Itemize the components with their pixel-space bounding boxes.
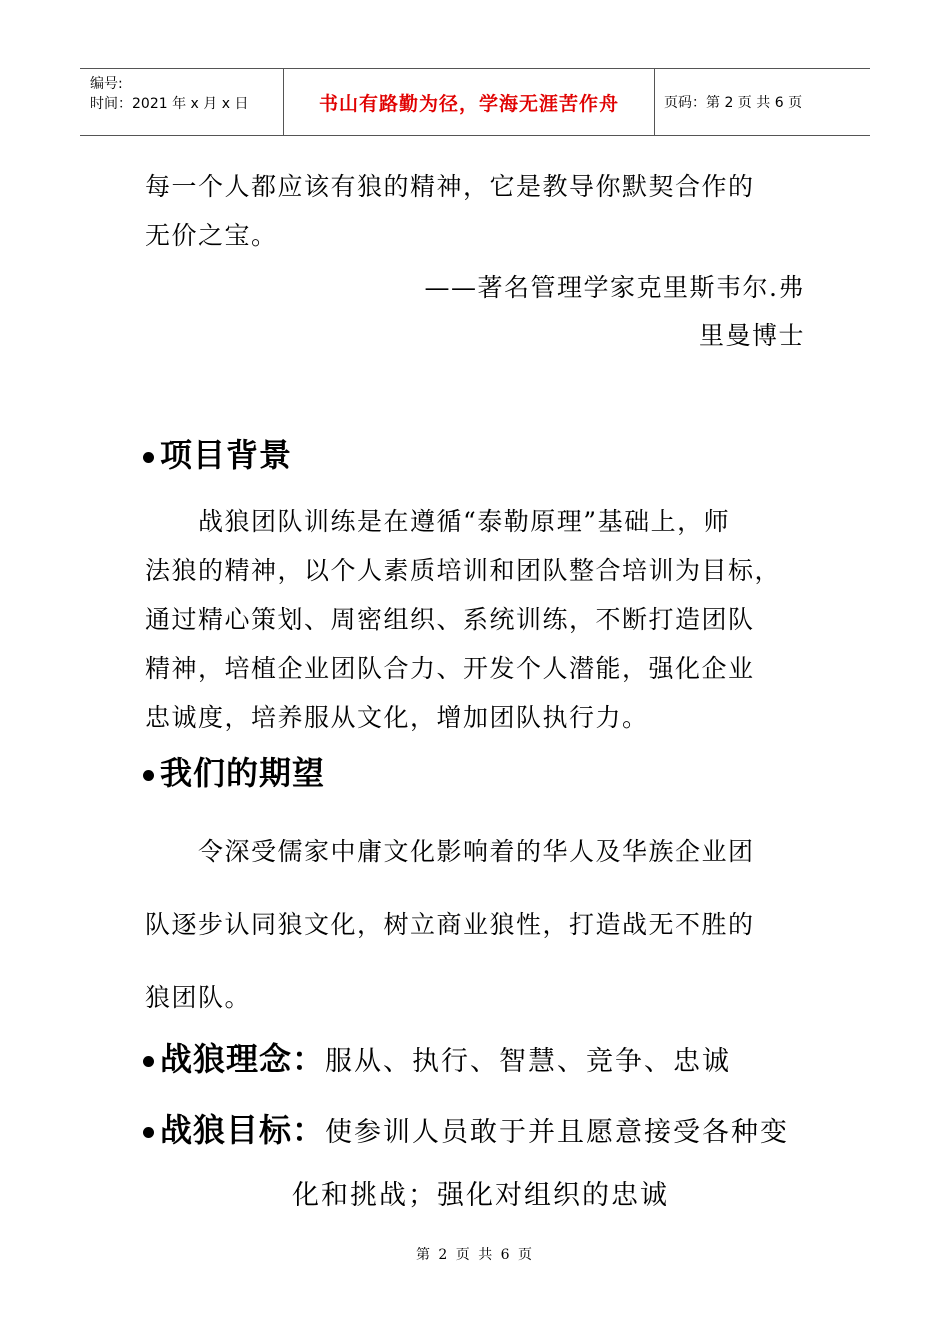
concept-text: 服从、执行、智慧、竞争、忠诚 (325, 1046, 732, 1077)
goal-heading: 战狼目标： (160, 1111, 326, 1149)
quote-attribution-line-2: 里曼博士 (698, 321, 805, 350)
goal-text-line-2: 化和挑战；强化对组织的忠诚 (292, 1180, 669, 1211)
expectation-line-2: 队逐步认同狼文化，树立商业狼性，打造战无不胜的 (145, 910, 755, 939)
goal-row (143, 1105, 789, 1151)
background-line-4: 精神，培植企业团队合力、开发个人潜能，强化企业 (145, 654, 755, 683)
expectation-line-3: 狼团队。 (145, 983, 252, 1012)
page-footer: 第 2 页 共 6 页 (415, 1247, 535, 1263)
goal-text: 使参训人员敢于并且愿意接受各种变 (325, 1117, 790, 1148)
page-header (80, 68, 870, 136)
background-line-2: 法狼的精神，以个人素质培训和团队整合培训为目标， (145, 556, 782, 585)
background-line-3: 通过精心策划、周密组织、系统训练，不断打造团队 (145, 605, 755, 634)
time-label: 时间：2021 年 x 月 x 日 (90, 96, 249, 112)
bullet-icon (143, 1056, 154, 1067)
header-page-info: 页码：第 2 页 共 6 页 (664, 95, 803, 111)
heading-text: 项目背景 (160, 436, 293, 474)
header-meta (80, 69, 283, 135)
bullet-icon (143, 1127, 154, 1138)
concept-row (143, 1034, 731, 1080)
concept-heading: 战狼理念： (160, 1040, 326, 1078)
quote-attribution-line-1: ——著名管理学家克里斯韦尔.弗 (424, 273, 805, 302)
section-heading-expectation (143, 748, 325, 794)
section-heading-background (143, 430, 292, 476)
bullet-icon (143, 770, 154, 781)
quote-line-2: 无价之宝。 (145, 221, 278, 250)
background-line-5: 忠诚度，培养服从文化，增加团队执行力。 (145, 703, 649, 732)
background-paragraph (145, 497, 810, 742)
expectation-paragraph (145, 815, 810, 1034)
quote-line-1: 每一个人都应该有狼的精神，它是教导你默契合作的 (145, 172, 755, 201)
bullet-icon (143, 452, 154, 463)
header-motto: 书山有路勤为径，学海无涯苦作舟 (283, 69, 655, 135)
expectation-line-1: 令深受儒家中庸文化影响着的华人及华族企业团 (145, 837, 755, 866)
heading-text: 我们的期望 (160, 754, 326, 792)
quote-block (145, 162, 805, 260)
background-line-1: 战狼团队训练是在遵循“泰勒原理”基础上，师 (145, 507, 731, 536)
number-label: 编号: (90, 76, 123, 92)
